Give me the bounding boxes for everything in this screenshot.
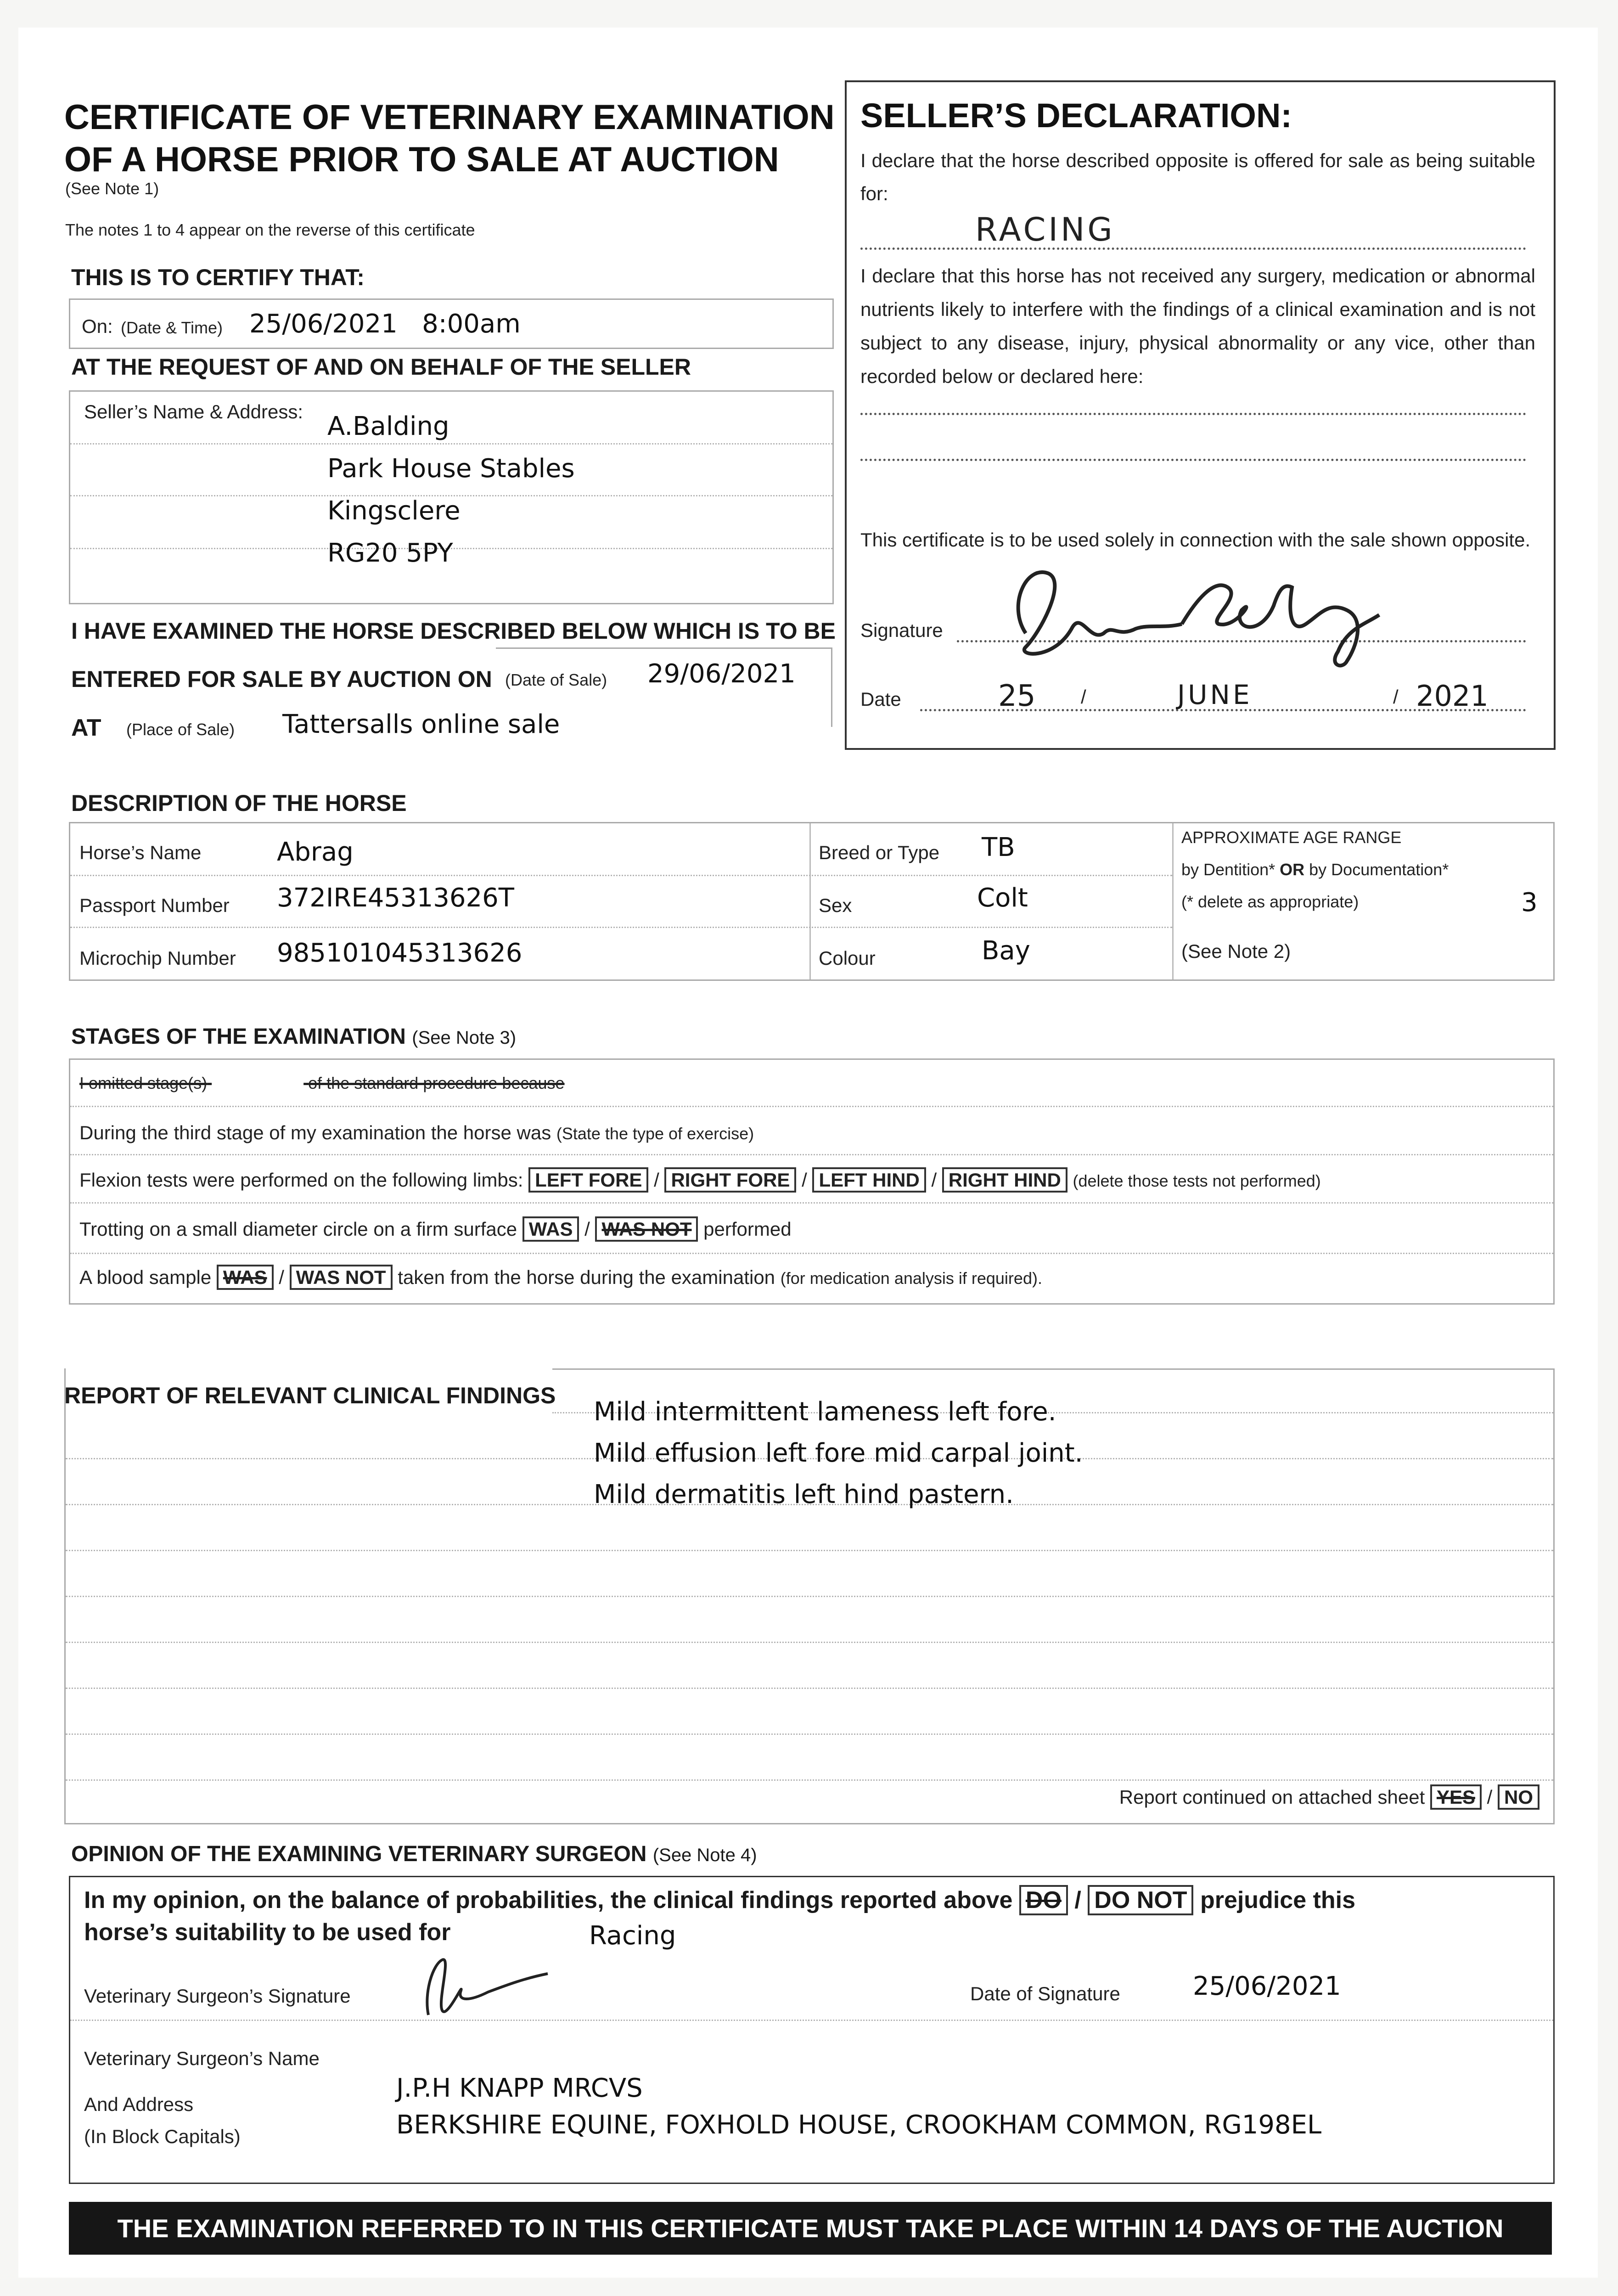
trotting-was-not: WAS NOT — [595, 1216, 698, 1242]
request-heading: AT THE REQUEST OF AND ON BEHALF OF THE SELLER — [71, 354, 691, 380]
title-line-2: OF A HORSE PRIOR TO SALE AT AUCTION — [64, 140, 779, 179]
findings-box — [64, 1368, 1555, 1824]
sale-date-sublabel: (Date of Sale) — [505, 670, 607, 689]
age-range-method — [1181, 860, 1449, 879]
sex-label: Sex — [819, 895, 852, 916]
date-time-field — [69, 298, 834, 349]
place-value: Tattersalls online sale — [282, 709, 560, 739]
trotting-line: Trotting on a small diameter circle on a firm surface WAS / WAS NOT performed — [79, 1218, 792, 1240]
horse-name-label: Horse’s Name — [79, 842, 202, 863]
age-delete-note: (* delete as appropriate) — [1181, 892, 1359, 911]
examined-line-2: ENTERED FOR SALE BY AUCTION ON — [71, 666, 492, 692]
omitted-reason-text: of the standard procedure because — [308, 1074, 565, 1092]
age-by-dentition: by Dentition* — [1181, 860, 1275, 879]
blood-text: A blood sample — [79, 1266, 212, 1288]
declaration-date-day: 25 — [998, 679, 1036, 713]
blood-was: WAS — [217, 1265, 274, 1290]
declared-here-dots-1 — [860, 413, 1526, 415]
vet-name-value: J.P.H KNAPP MRCVS — [396, 2073, 643, 2103]
stages-note: (See Note 3) — [412, 1028, 517, 1048]
suitable-for-value: RACING — [975, 211, 1115, 248]
certificate-title — [64, 96, 835, 181]
vet-name-labels — [84, 2033, 320, 2084]
breed-value: TB — [982, 833, 1015, 862]
vet-address-value: BERKSHIRE EQUINE, FOXHOLD HOUSE, CROOKHAM COMMON, RG198EL — [396, 2110, 1322, 2140]
date-time-sublabel: (Date & Time) — [121, 318, 223, 337]
block-capitals-note: (In Block Capitals) — [84, 2126, 241, 2147]
opinion-do-not: DO NOT — [1088, 1885, 1193, 1915]
on-label: On: — [82, 315, 113, 337]
seller-address-line: Kingsclere — [327, 496, 461, 526]
continued-line: Report continued on attached sheet YES / NO — [1119, 1786, 1539, 1808]
declaration-text-3: This certificate is to be used solely in connection with the sale shown opposite. — [860, 529, 1531, 551]
opinion-text-a: In my opinion, on the balance of probabilities, the clinical findings reported above — [84, 1887, 1013, 1913]
seller-address-line: Park House Stables — [327, 454, 575, 484]
footer-banner: THE EXAMINATION REFERRED TO IN THIS CERTIFICATE MUST TAKE PLACE WITHIN 14 DAYS OF THE AUCTION — [69, 2202, 1552, 2255]
omitted-stages-text: I omitted stage(s) — [79, 1074, 208, 1092]
breed-label: Breed or Type — [819, 842, 940, 863]
vet-signature — [410, 1951, 557, 2020]
seller-postcode: RG20 5PY — [327, 538, 453, 568]
age-or: OR — [1280, 860, 1305, 879]
vet-details — [396, 2070, 1321, 2144]
seller-address — [327, 405, 575, 574]
declaration-date-month: JUNE — [1177, 679, 1253, 710]
third-stage-note: (State the type of exercise) — [556, 1124, 754, 1143]
passport-label: Passport Number — [79, 895, 230, 916]
stages-heading — [71, 1024, 516, 1049]
finding-line: Mild dermatitis left hind pastern. — [594, 1480, 1014, 1509]
trotting-end: performed — [703, 1218, 792, 1240]
declaration-text-2: I declare that this horse has not received any surgery, medication or abnormal nutrients likely to interfere with the findings of a clinical examination and is not subject to any disease, injury, physical abnormality or any vice, other than recorded below or declared here: — [860, 265, 1535, 387]
place-sublabel: (Place of Sale) — [126, 720, 235, 739]
flexion-text: Flexion tests were performed on the following limbs: — [79, 1169, 523, 1191]
date-of-signature-label: Date of Signature — [970, 1983, 1120, 2004]
age-see-note: (See Note 2) — [1181, 940, 1291, 962]
blood-was-not: WAS NOT — [290, 1265, 393, 1290]
certificate-page — [18, 28, 1598, 2278]
blood-end: taken from the horse during the examination — [398, 1266, 775, 1288]
certify-heading: THIS IS TO CERTIFY THAT: — [71, 264, 365, 290]
opinion-box — [69, 1876, 1555, 2184]
vet-address-labels — [84, 2088, 241, 2153]
date-of-signature-value: 25/06/2021 — [1193, 1971, 1341, 2001]
declaration-text-1: I declare that the horse described opposite is offered for sale as being suitable for: — [860, 150, 1535, 204]
blood-note: (for medication analysis if required). — [780, 1269, 1042, 1288]
place-label: AT — [71, 715, 101, 741]
opinion-heading-text: OPINION OF THE EXAMINING VETERINARY SURGEON — [71, 1842, 647, 1866]
opinion-note: (See Note 4) — [652, 1845, 757, 1865]
seller-name: A.Balding — [327, 411, 449, 441]
seller-address-field — [69, 390, 834, 604]
declaration-title: SELLER’S DECLARATION: — [860, 96, 1292, 135]
flexion-left-hind: LEFT HIND — [812, 1167, 926, 1193]
horse-name-value: Abrag — [277, 837, 354, 867]
omitted-stages-line — [79, 1074, 565, 1093]
flexion-right-fore: RIGHT FORE — [664, 1167, 796, 1193]
findings-lines — [594, 1391, 1083, 1515]
declaration-date-year: 2021 — [1416, 679, 1489, 713]
continued-yes: YES — [1430, 1784, 1482, 1810]
microchip-value: 985101045313626 — [277, 938, 522, 968]
age-by-documentation: by Documentation* — [1309, 860, 1449, 879]
flexion-right-hind: RIGHT HIND — [942, 1167, 1067, 1193]
vet-signature-label: Veterinary Surgeon’s Signature — [84, 1985, 351, 2007]
trotting-text: Trotting on a small diameter circle on a firm surface — [79, 1218, 517, 1240]
suitable-for-dots — [860, 248, 1526, 250]
signature-label: Signature — [860, 619, 943, 641]
opinion-text-c: horse’s suitability to be used for — [84, 1919, 451, 1946]
opinion-use-value: Racing — [589, 1921, 676, 1951]
vet-address-label: And Address — [84, 2093, 194, 2115]
description-table — [69, 822, 1555, 981]
flexion-left-fore: LEFT FORE — [528, 1167, 648, 1193]
sale-date-value: 29/06/2021 — [647, 659, 796, 689]
colour-label: Colour — [819, 947, 876, 969]
notes-text: The notes 1 to 4 appear on the reverse of this certificate — [65, 220, 475, 239]
continued-text: Report continued on attached sheet — [1119, 1786, 1425, 1808]
colour-value: Bay — [982, 936, 1030, 966]
seller-signature — [998, 555, 1411, 675]
vet-name-label: Veterinary Surgeon’s Name — [84, 2048, 320, 2069]
age-value: 3 — [1521, 888, 1538, 917]
findings-heading: REPORT OF RELEVANT CLINICAL FINDINGS — [64, 1383, 556, 1408]
trotting-was: WAS — [522, 1216, 579, 1242]
passport-value: 372IRE45313626T — [277, 883, 514, 913]
examined-line-1: I HAVE EXAMINED THE HORSE DESCRIBED BELOW WHICH IS TO BE — [71, 618, 836, 644]
declared-here-dots-2 — [860, 459, 1526, 461]
age-range-heading: APPROXIMATE AGE RANGE — [1181, 828, 1402, 847]
opinion-text-b: prejudice this — [1200, 1887, 1356, 1913]
opinion-heading — [71, 1841, 757, 1867]
finding-line: Mild intermittent lameness left fore. — [594, 1397, 1056, 1427]
sex-value: Colt — [977, 883, 1028, 913]
seller-label: Seller’s Name & Address: — [84, 401, 303, 422]
date-label: Date — [860, 688, 901, 710]
description-heading: DESCRIPTION OF THE HORSE — [71, 790, 407, 816]
blood-sample-line: A blood sample WAS / WAS NOT taken from the horse during the examination (for medication analysis if required). — [79, 1266, 1042, 1289]
third-stage-text: During the third stage of my examination the horse was — [79, 1122, 551, 1143]
flexion-note: (delete those tests not performed) — [1073, 1171, 1321, 1190]
microchip-label: Microchip Number — [79, 947, 236, 969]
opinion-do: DO — [1019, 1885, 1068, 1915]
flexion-line: Flexion tests were performed on the following limbs: LEFT FORE / RIGHT FORE / LEFT HIND / RIGHT HIND (delete those tests not performed) — [79, 1169, 1321, 1191]
stages-heading-text: STAGES OF THE EXAMINATION — [71, 1024, 406, 1049]
seller-declaration-box: SELLER’S DECLARATION: I declare that the horse described opposite is offered for sale as being suitable for: RACING I declare that this horse has not received any surgery, medication or abnormal nutrients likely to interfere with the findings of a clinical examination and is not subject to any disease, injury, physical abnormality or any vice, other than recorded below or declared here: This certificate is to be used solely in connection with the sale shown opposite. Signature Date 25 / JUNE / 2021 — [845, 80, 1556, 750]
stages-box — [69, 1058, 1555, 1305]
see-note-1: (See Note 1) — [65, 179, 159, 198]
finding-line: Mild effusion left fore mid carpal joint. — [594, 1438, 1083, 1468]
continued-no: NO — [1498, 1784, 1539, 1810]
title-line-1: CERTIFICATE OF VETERINARY EXAMINATION — [64, 98, 835, 137]
third-stage-line — [79, 1122, 754, 1144]
date-time-value: 25/06/2021 8:00am — [249, 309, 521, 339]
opinion-statement: In my opinion, on the balance of probabilities, the clinical findings reported above DO / DO NOT prejudice this — [84, 1886, 1355, 1914]
